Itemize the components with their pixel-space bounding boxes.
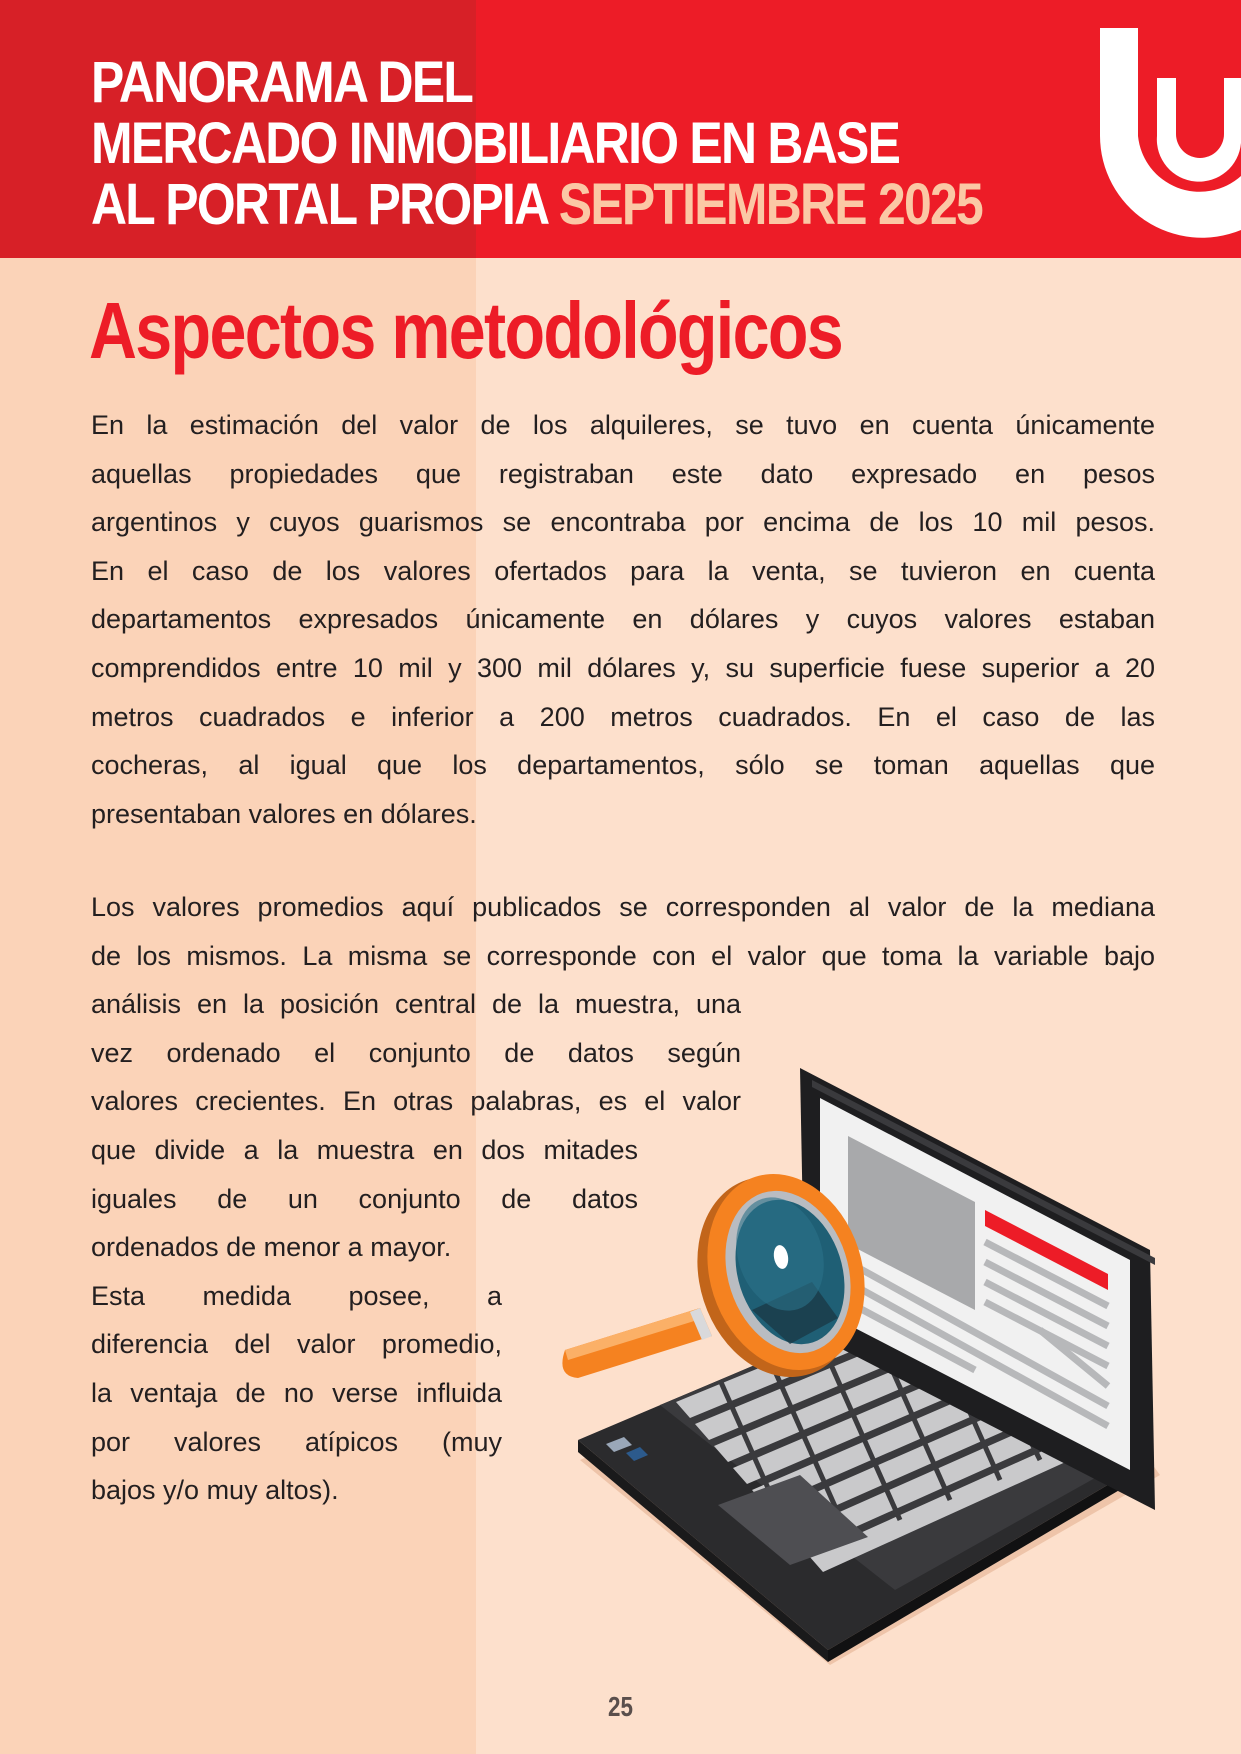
paragraph-line: de los mismos. La misma se corresponde con el valor que toma la variable bajo	[91, 940, 1155, 971]
paragraph-line: bajos y/o muy altos).	[91, 1475, 339, 1506]
report-title-line-2: MERCADO INMOBILIARIO EN BASE	[91, 111, 900, 176]
laptop-magnifier-icon	[548, 1050, 1168, 1670]
report-title-line-3: AL PORTAL PROPIA	[91, 172, 547, 237]
page-number: 25	[608, 1691, 633, 1722]
paragraph-line: ordenados de menor a mayor.	[91, 1232, 452, 1263]
paragraph-line: argentinos y cuyos guarismos se encontraba por encima de los 10 mil pesos.	[91, 507, 1155, 538]
paragraph-line: En el caso de los valores ofertados para la venta, se tuvieron en cuenta	[91, 555, 1155, 586]
paragraph-line: iguales de un conjunto de datos	[91, 1183, 638, 1214]
paragraph-line: Los valores promedios aquí publicados se corresponden al valor de la mediana	[91, 892, 1155, 922]
paragraph-line: que divide a la muestra en dos mitades	[91, 1134, 638, 1165]
report-title	[91, 52, 982, 235]
paragraph-line: En la estimación del valor de los alquileres, se tuvo en cuenta únicamente	[91, 410, 1155, 440]
methodology-paragraph-1	[91, 401, 1155, 838]
paragraph-line: presentaban valores en dólares.	[91, 798, 477, 829]
paragraph-line: vez ordenado el conjunto de datos según	[91, 1037, 741, 1068]
paragraph-line: valores crecientes. En otras palabras, es el valor	[91, 1086, 741, 1117]
paragraph-line: aquellas propiedades que registraban este dato expresado en pesos	[91, 458, 1155, 489]
paragraph-line: departamentos expresados únicamente en dólares y cuyos valores estaban	[91, 604, 1155, 635]
paragraph-line: análisis en la posición central de la muestra, una	[91, 989, 741, 1020]
paragraph-line: cocheras, al igual que los departamentos, sólo se toman aquellas que	[91, 750, 1155, 781]
propia-logo-icon	[1100, 18, 1241, 238]
paragraph-line: metros cuadrados e inferior a 200 metros cuadrados. En el caso de las	[91, 701, 1155, 732]
paragraph-line: comprendidos entre 10 mil y 300 mil dólares y, su superficie fuese superior a 20	[91, 652, 1155, 683]
report-date-highlight: SEPTIEMBRE 2025	[558, 172, 983, 237]
section-title: Aspectos metodológicos	[89, 286, 843, 375]
paragraph-line: diferencia del valor promedio,	[91, 1329, 502, 1360]
report-title-line-1: PANORAMA DEL	[91, 50, 473, 115]
paragraph-line: por valores atípicos (muy	[91, 1426, 502, 1457]
paragraph-line: Esta medida posee, a	[91, 1280, 502, 1311]
paragraph-line: la ventaja de no verse influida	[91, 1377, 502, 1408]
header-banner	[0, 0, 1241, 258]
